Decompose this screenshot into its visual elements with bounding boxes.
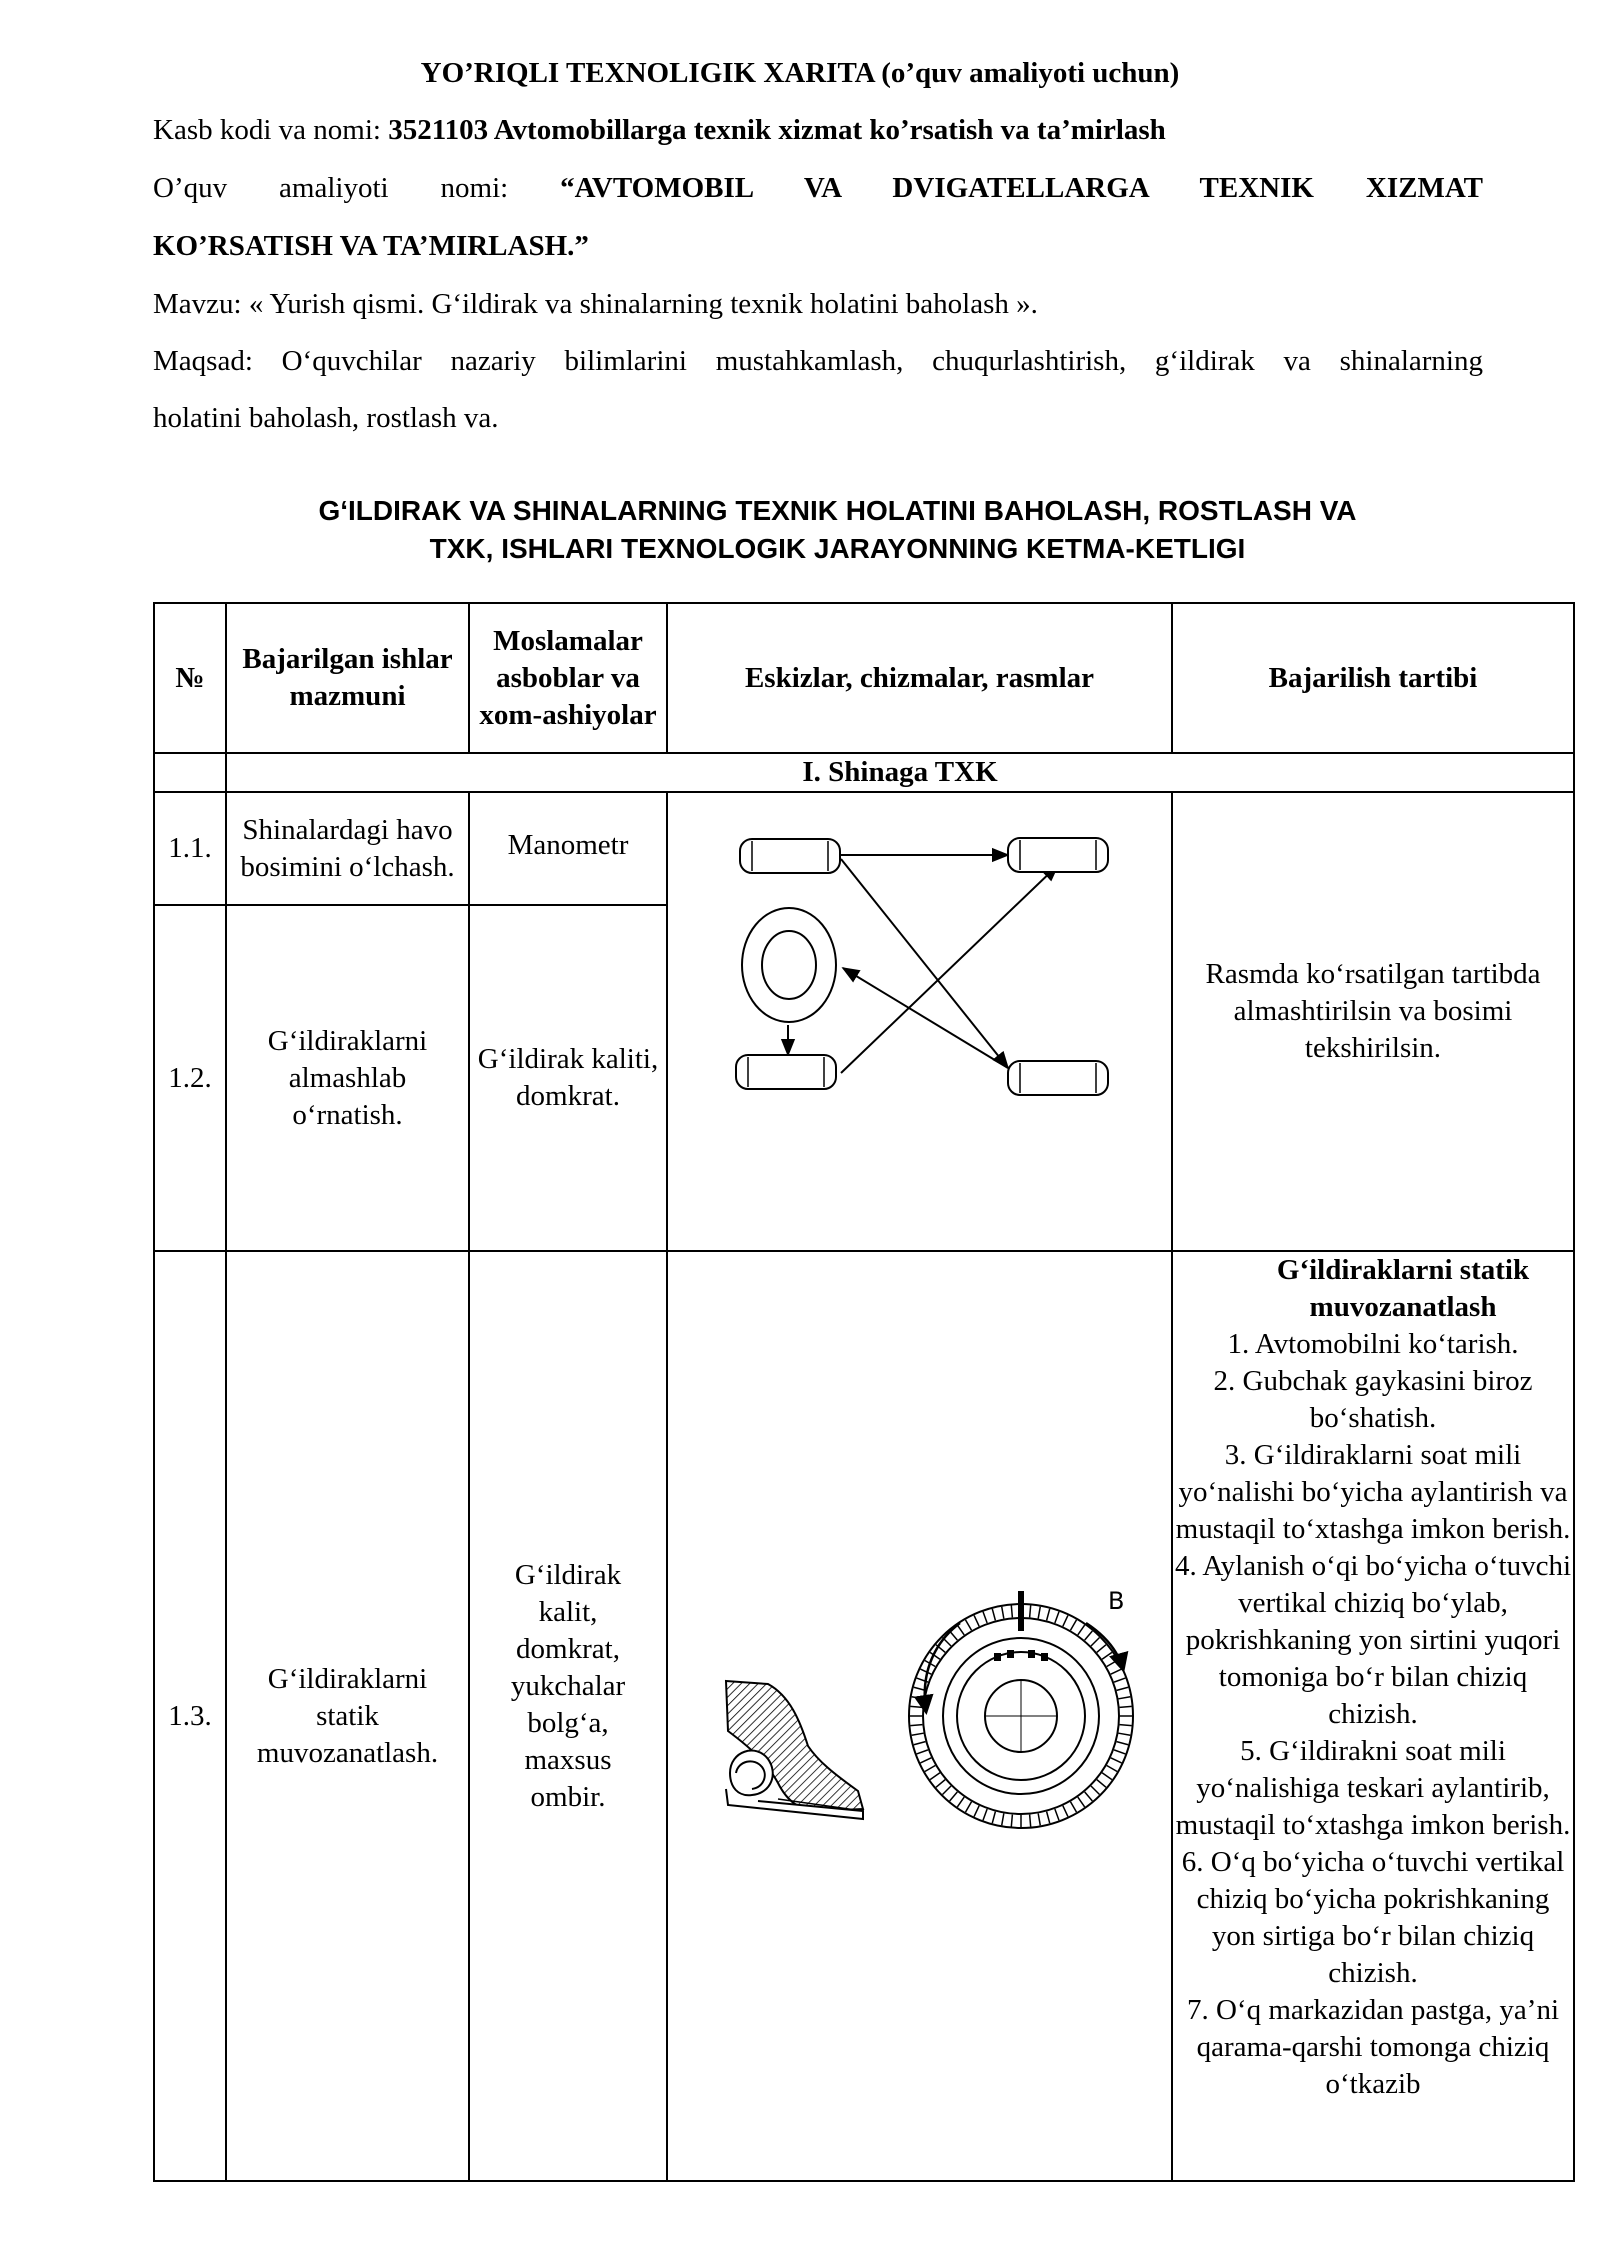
tire-section-view (726, 1681, 863, 1819)
header-sketch: Eskizlar, chizmalar, rasmlar (667, 603, 1172, 753)
chalk-mark (1018, 1591, 1024, 1631)
tire-top-right (1008, 838, 1108, 872)
table-header-row (154, 603, 1574, 753)
section-title: I. Shinaga TXK (226, 753, 1574, 792)
tire-bottom-right (1008, 1061, 1108, 1095)
row-tools (469, 1251, 667, 2181)
header-content-text: Bajarilgan ishlar mazmuni (242, 643, 453, 712)
row-content-text: G‘ildiraklarni statik muvozanatlash. (256, 1662, 439, 1769)
arrow-to-spare (843, 968, 1008, 1068)
kasb-label: Kasb kodi va nomi: (153, 114, 389, 146)
balancing-step: 2. Gubchak gaykasini biroz bo‘shatish. (1213, 1365, 1533, 1434)
arrow-diagonal-down (841, 859, 1008, 1068)
row-content-text: Shinalardagi havo bosimini o‘lchash. (240, 813, 455, 883)
row-num: 1.2. (154, 905, 226, 1251)
header-content (226, 603, 469, 753)
amaliyot-value-line1: “AVTOMOBIL VA DVIGATELLARGA TEXNIK XIZMAT (560, 172, 1483, 204)
amaliyot-value-line2: KO’RSATISH VA TA’MIRLASH.” (153, 230, 589, 262)
row-tools: Manometr (469, 792, 667, 905)
amaliyot-line (153, 170, 1483, 206)
balancing-steps-title: G‘ildiraklarni statik muvozanatlash (1276, 1254, 1530, 1323)
balancing-step: 4. Aylanish o‘qi bo‘yicha o‘tuvchi vertikal chiziq bo‘ylab, pokrishkaning yon sirtini yuqori tomoniga bo‘r bilan chiziq chizish. (1174, 1550, 1572, 1730)
balancing-sketch-cell (667, 1251, 1172, 2181)
row-num: 1.1. (154, 792, 226, 905)
maqsad-line1: Maqsad: O‘quvchilar nazariy bilimlarini mustahkamlash, chuqurlashtirish, g‘ildirak va shinalarning (153, 345, 1483, 377)
document-title: YO’RIQLI TEXNOLIGIK XARITA (o’quv amaliyoti uchun) (420, 57, 1180, 89)
row-tools (469, 905, 667, 1251)
section-num-cell (154, 753, 226, 792)
technology-table (153, 602, 1575, 2182)
wheel-rotation-diagram (668, 793, 1173, 1233)
wheel-label-b: B (1108, 1587, 1125, 1615)
spare-tire (742, 908, 836, 1022)
table-row (154, 792, 1574, 905)
subtitle-line1: G‘ILDIRAK VA SHINALARNING TEXNIK HOLATINI BAHOLASH, ROSTLASH VA (318, 495, 1357, 526)
balancing-step: 6. O‘q bo‘yicha o‘tuvchi vertikal chiziq bo‘yicha pokrishkaning yon sirtiga bo‘r bilan chiziq chizish. (1181, 1846, 1565, 1989)
table-row (154, 1251, 1574, 2181)
row-order-text: Rasmda ko‘rsatilgan tartibda almashtirilsin va bosimi tekshirilsin. (1205, 958, 1541, 1064)
header-tools-text: Moslamalar asboblar va xom-ashiyolar (479, 624, 657, 731)
kasb-value: 3521103 Avtomobillarga texnik xizmat ko’rsatish va ta’mirlash (388, 114, 1166, 146)
row-tools-text: G‘ildirak kaliti, domkrat. (477, 1043, 659, 1112)
tire-top-left (740, 839, 840, 873)
maqsad-line2: holatini baholash, rostlash va. (153, 402, 499, 434)
section-subtitle (0, 492, 1600, 568)
header-num: № (154, 603, 226, 753)
section-row (154, 753, 1574, 792)
kasb-line (153, 112, 1483, 148)
header-order: Bajarilish tartibi (1172, 603, 1574, 753)
mavzu-line: Mavzu: « Yurish qismi. G‘ildirak va shinalarning texnik holatini baholash ». (153, 288, 1038, 320)
row-content (226, 905, 469, 1251)
subtitle-line2: TXK, ISHLARI TEXNOLOGIK JARAYONNING KETMA-KETLIGI (429, 533, 1246, 564)
row-order-cell (1172, 792, 1574, 1251)
balancing-step: 1. Avtomobilni ko‘tarish. (1227, 1328, 1519, 1360)
balancing-step: 3. G‘ildiraklarni soat mili yo‘nalishi bo‘yicha aylantirish va mustaqil to‘xtashga imkon berish. (1175, 1439, 1571, 1545)
wheel-front-view (909, 1587, 1133, 1828)
amaliyot-line2 (153, 228, 1483, 264)
arrow-diagonal-up (841, 865, 1058, 1073)
wheel-balancing-diagram (668, 1561, 1173, 1861)
row-tools-text: G‘ildirak kalit, domkrat, yukchalar bolg‘a, maxsus ombir. (510, 1558, 626, 1813)
balancing-steps-list (1173, 1326, 1573, 2103)
balancing-steps-cell (1172, 1251, 1574, 2181)
header-tools (469, 603, 667, 753)
tire-bottom-left (736, 1055, 836, 1089)
balancing-step: 5. G‘ildirakni soat mili yo‘nalishiga teskari aylantirib, mustaqil to‘xtashga imkon berish. (1175, 1735, 1571, 1841)
balancing-step: 7. O‘q markazidan pastga, ya’ni qarama-qarshi tomonga chiziq o‘tkazib (1186, 1994, 1560, 2100)
amaliyot-label: O’quv amaliyoti nomi: (153, 172, 561, 204)
row-num: 1.3. (154, 1251, 226, 2181)
row-content (226, 792, 469, 905)
wheel-rotation-sketch-cell (667, 792, 1172, 1251)
row-content (226, 1251, 469, 2181)
row-content-text: G‘ildiraklarni almashlab o‘rnatish. (267, 1024, 428, 1131)
